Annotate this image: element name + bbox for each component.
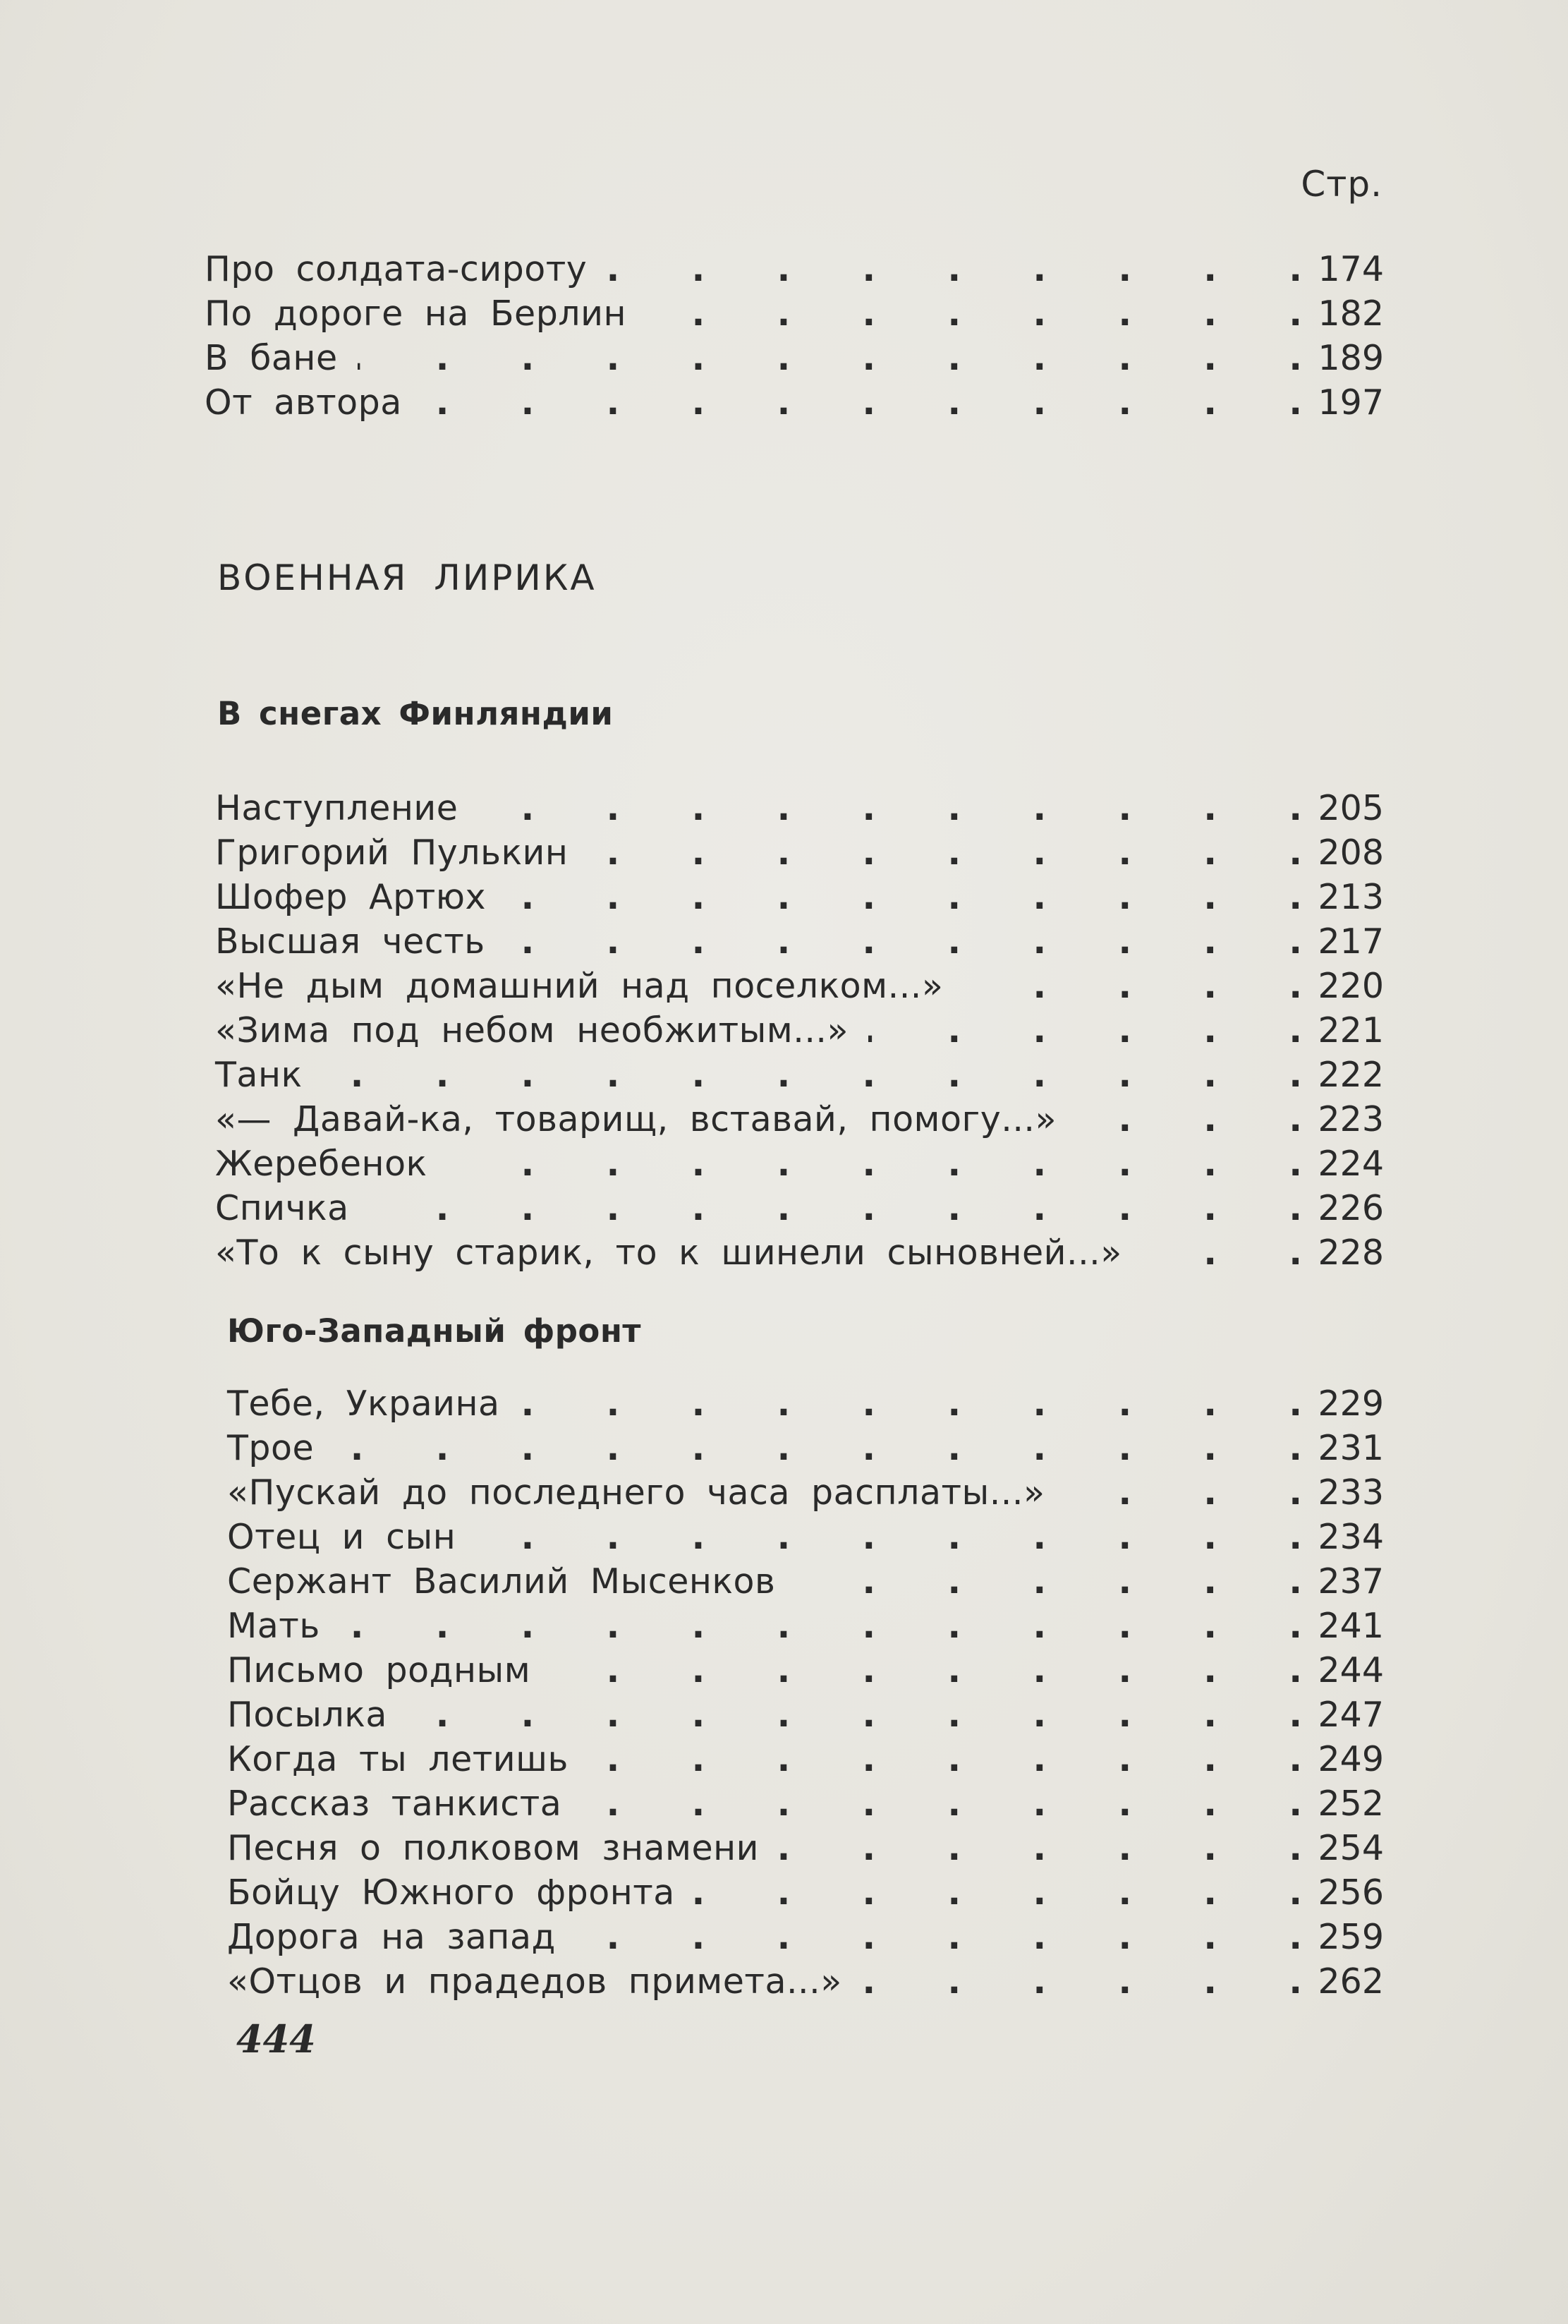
- toc-entry[interactable]: [215, 964, 1384, 1008]
- dot-leader: [576, 1915, 1302, 1959]
- entry-title: «Не дым домашний над поселком...»: [215, 966, 944, 1006]
- entry-page: 223: [1318, 1099, 1384, 1139]
- entry-page: 208: [1318, 833, 1384, 873]
- entry-title: Письмо родным: [227, 1650, 531, 1690]
- entry-title: Танк: [215, 1055, 303, 1095]
- entry-page: 229: [1318, 1384, 1384, 1424]
- dot-leader: [520, 1381, 1302, 1426]
- dot-leader: [340, 1604, 1302, 1648]
- section-title: В снегах Финляндии: [217, 695, 614, 732]
- entry-page: 221: [1318, 1010, 1384, 1051]
- page-column-label: Стр.: [1301, 164, 1382, 205]
- toc-entry[interactable]: [227, 1648, 1384, 1693]
- toc-entry[interactable]: [205, 336, 1384, 380]
- entry-title: «Отцов и прадедов примета...»: [227, 1961, 842, 2002]
- toc-entry[interactable]: [205, 247, 1384, 291]
- entry-page: 220: [1318, 966, 1384, 1006]
- part-title: ВОЕННАЯ ЛИРИКА: [217, 557, 597, 598]
- toc-entry[interactable]: [227, 1870, 1384, 1915]
- dot-leader: [505, 919, 1302, 964]
- entry-page: 241: [1318, 1606, 1384, 1646]
- entry-title: «Пускай до последнего часа расплаты...»: [227, 1472, 1045, 1513]
- entry-page: 254: [1318, 1828, 1384, 1868]
- toc-entry[interactable]: [215, 1097, 1384, 1142]
- entry-page: 222: [1318, 1055, 1384, 1095]
- toc-section-2-list: [227, 1381, 1384, 2004]
- dot-leader: [506, 875, 1302, 919]
- dot-leader: [475, 1515, 1302, 1559]
- entry-title: «Зима под небом необжитым...»: [215, 1010, 849, 1051]
- toc-entry[interactable]: [227, 1781, 1384, 1826]
- toc-entry[interactable]: [227, 1426, 1384, 1470]
- dot-leader: [447, 1142, 1302, 1186]
- toc-entry[interactable]: [227, 1604, 1384, 1648]
- dot-leader: [334, 1426, 1302, 1470]
- entry-title: «— Давай-ка, товарищ, вставай, помогу...»: [215, 1099, 1057, 1139]
- dot-leader: [588, 830, 1302, 875]
- toc-section-1-list: [215, 786, 1384, 1275]
- dot-leader: [868, 1008, 1302, 1053]
- entry-title: Мать: [227, 1606, 320, 1646]
- section-title: Юго-Западный фронт: [227, 1312, 641, 1350]
- entry-title: Когда ты летишь: [227, 1739, 569, 1779]
- toc-entry[interactable]: [227, 1959, 1384, 2004]
- entry-page: 262: [1318, 1961, 1384, 2002]
- entry-title: «То к сыну старик, то к шинели сыновней...»: [215, 1233, 1122, 1273]
- entry-page: 205: [1318, 788, 1384, 828]
- toc-entry[interactable]: [227, 1737, 1384, 1781]
- toc-entry[interactable]: [227, 1515, 1384, 1559]
- entry-page: 244: [1318, 1650, 1384, 1690]
- entry-page: 189: [1318, 338, 1384, 378]
- entry-title: Шофер Артюх: [215, 877, 487, 917]
- entry-page: 231: [1318, 1428, 1384, 1468]
- toc-entry[interactable]: [227, 1693, 1384, 1737]
- toc-entry[interactable]: [215, 1053, 1384, 1097]
- dot-leader: [963, 964, 1302, 1008]
- toc-entry[interactable]: [205, 291, 1384, 336]
- toc-entry[interactable]: [215, 1008, 1384, 1053]
- entry-page: 224: [1318, 1144, 1384, 1184]
- dot-leader: [322, 1053, 1302, 1097]
- entry-title: Григорий Пулькин: [215, 833, 569, 873]
- entry-page: 247: [1318, 1695, 1384, 1735]
- toc-entry[interactable]: [215, 830, 1384, 875]
- toc-entry[interactable]: [215, 875, 1384, 919]
- dot-leader: [1064, 1470, 1302, 1515]
- entry-page: 259: [1318, 1917, 1384, 1957]
- entry-page: 252: [1318, 1784, 1384, 1824]
- entry-title: Тебе, Украина: [227, 1384, 500, 1424]
- dot-leader: [795, 1559, 1302, 1604]
- page-number: 444: [236, 2016, 316, 2062]
- entry-title: Дорога на запад: [227, 1917, 556, 1957]
- toc-continued-list: [205, 247, 1384, 425]
- entry-page: 213: [1318, 877, 1384, 917]
- entry-page: 234: [1318, 1517, 1384, 1557]
- dot-leader: [422, 380, 1302, 425]
- toc-entry[interactable]: [227, 1915, 1384, 1959]
- entry-page: 174: [1318, 249, 1384, 289]
- dot-leader: [581, 1781, 1302, 1826]
- entry-title: Спичка: [215, 1188, 349, 1228]
- toc-entry[interactable]: [215, 1142, 1384, 1186]
- entry-title: Песня о полковом знамени: [227, 1828, 759, 1868]
- dot-leader: [369, 1186, 1302, 1230]
- dot-leader: [1076, 1097, 1302, 1142]
- entry-title: Рассказ танкиста: [227, 1784, 562, 1824]
- entry-page: 237: [1318, 1561, 1384, 1602]
- entry-title: Про солдата-сироту: [205, 249, 588, 289]
- entry-title: Трое: [227, 1428, 315, 1468]
- dot-leader: [1142, 1230, 1302, 1275]
- entry-title: По дороге на Берлин: [205, 293, 627, 334]
- entry-title: Сержант Василий Мысенков: [227, 1561, 776, 1602]
- entry-page: 217: [1318, 921, 1384, 962]
- entry-title: Отец и сын: [227, 1517, 456, 1557]
- entry-title: От автора: [205, 382, 402, 423]
- toc-entry[interactable]: [205, 380, 1384, 425]
- entry-page: 226: [1318, 1188, 1384, 1228]
- dot-leader: [550, 1648, 1302, 1693]
- entry-page: 182: [1318, 293, 1384, 334]
- dot-leader: [358, 336, 1302, 380]
- entry-title: Наступление: [215, 788, 458, 828]
- dot-leader: [478, 786, 1302, 830]
- toc-entry[interactable]: [227, 1470, 1384, 1515]
- toc-entry[interactable]: [227, 1826, 1384, 1870]
- dot-leader: [607, 247, 1302, 291]
- toc-entry[interactable]: [227, 1559, 1384, 1604]
- dot-leader: [862, 1959, 1302, 2004]
- dot-leader: [588, 1737, 1302, 1781]
- entry-page: 256: [1318, 1872, 1384, 1913]
- dot-leader: [779, 1826, 1302, 1870]
- toc-entry[interactable]: [227, 1381, 1384, 1426]
- entry-page: 249: [1318, 1739, 1384, 1779]
- entry-title: Жеребенок: [215, 1144, 427, 1184]
- toc-entry[interactable]: [215, 786, 1384, 830]
- dot-leader: [646, 291, 1302, 336]
- entry-title: Посылка: [227, 1695, 387, 1735]
- entry-title: Высшая честь: [215, 921, 485, 962]
- entry-page: 228: [1318, 1233, 1384, 1273]
- entry-page: 233: [1318, 1472, 1384, 1513]
- entry-title: Бойцу Южного фронта: [227, 1872, 675, 1913]
- toc-entry[interactable]: [215, 1230, 1384, 1275]
- toc-entry[interactable]: [215, 919, 1384, 964]
- dot-leader: [695, 1870, 1302, 1915]
- entry-title: В бане: [205, 338, 338, 378]
- entry-page: 197: [1318, 382, 1384, 423]
- toc-entry[interactable]: [215, 1186, 1384, 1230]
- dot-leader: [407, 1693, 1302, 1737]
